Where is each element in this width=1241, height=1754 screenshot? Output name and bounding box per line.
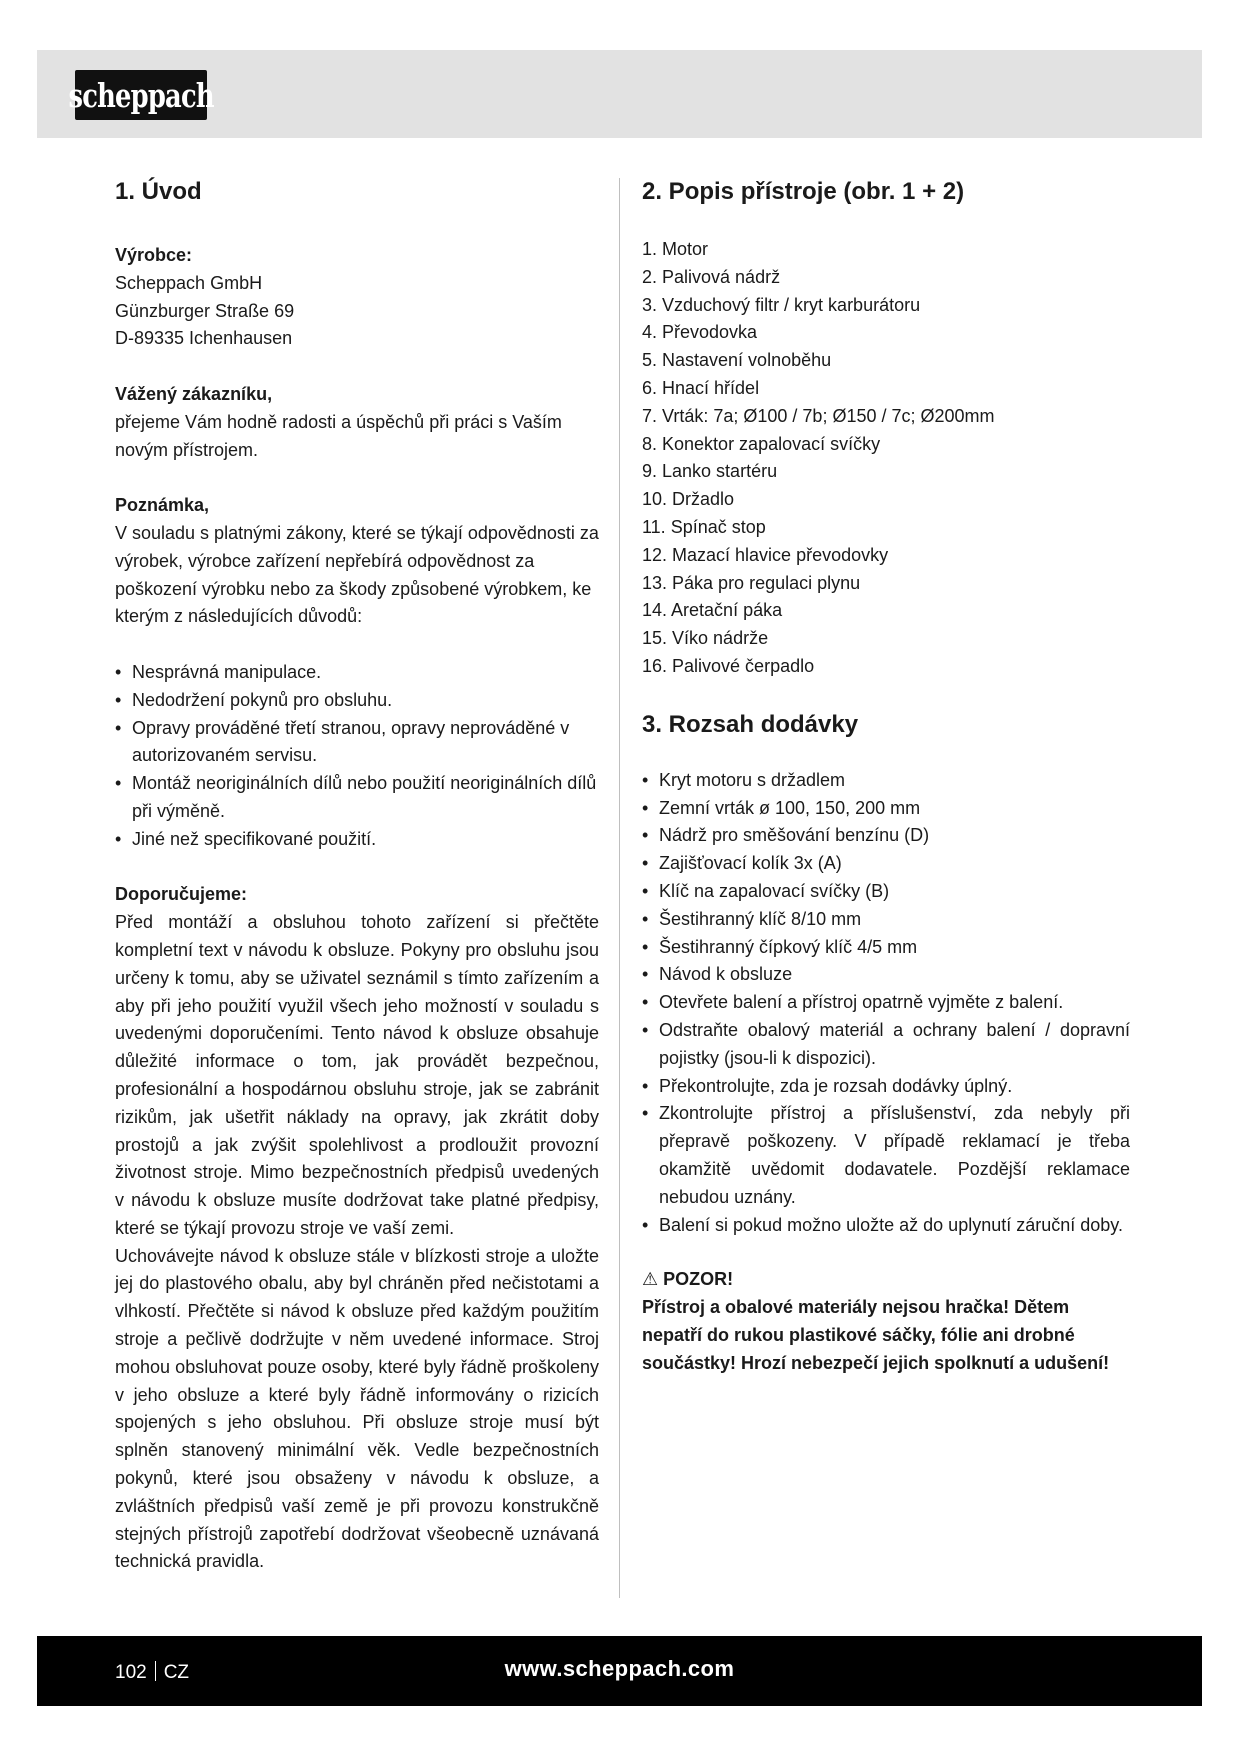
list-item: • Nesprávná manipulace. [115, 659, 599, 687]
note-block [115, 492, 599, 631]
section-heading-description: 2. Popis přístroje (obr. 1 + 2) [642, 178, 965, 205]
scheppach-logo [68, 70, 214, 120]
warning-icon: ⚠ [642, 1269, 659, 1290]
list-item: 9. Lanko startéru [642, 461, 778, 482]
list-item: • Otevřete balení a přístroj opatrně vyjměte z balení. [642, 989, 1130, 1017]
recommend-block [115, 881, 599, 1576]
left-column [115, 175, 599, 1576]
website-link[interactable]: www.scheppach.com [504, 1656, 735, 1681]
parts-list [642, 236, 1130, 681]
list-item: 3. Vzduchový filtr / kryt karburátoru [642, 294, 921, 315]
recommend-title: Doporučujeme: [115, 884, 248, 905]
page-header [37, 50, 1202, 138]
manufacturer-line: Günzburger Straße 69 [115, 300, 295, 321]
recommend-text: Před montáží a obsluhou tohoto zařízení si přečtěte kompletní text v návodu k obsluze. Pokyny pro obsluhu jsou určeny k tomu, aby se uživatel seznámil s tímto zařízením a aby při jeho použití využil všech jeho možností v souladu s uvedenými doporučeními. Tento návod k obsluze obsahuje důležité informace o tom, jak provádět bezpečnou, profesionální a hospodárnou obsluhu stroje, jak se zabránit rizikům, jak ušetřit náklady na opravy, jak zkrátit doby prostojů a jak zvýšit spolehlivost a prodloužit provozní životnost stroje. Mimo bezpečnostních předpisů uvedených v návodu k obsluze musíte dodržovat take platné předpisy, které se týkají provozu stroje ve vaší zemi. [115, 912, 599, 1238]
warning-title [642, 1266, 1130, 1294]
note-text: V souladu s platnými zákony, které se týkají odpovědnosti za výrobek, výrobce zařízení nepřebírá odpovědnost za poškození výrobku nebo za škody způsobené výrobkem, ke kterým z následujících důvodů: [115, 522, 599, 627]
note-title: Poznámka, [115, 495, 210, 516]
customer-block [115, 381, 599, 464]
right-column [642, 175, 1130, 1377]
list-item: 16. Palivové čerpadlo [642, 655, 815, 676]
list-item: • Balení si pokud možno uložte až do uplynutí záruční doby. [642, 1212, 1130, 1240]
page-footer [37, 1636, 1202, 1706]
list-item: • Nádrž pro směšování benzínu (D) [642, 822, 1130, 850]
list-item: • Zajišťovací kolík 3x (A) [642, 850, 1130, 878]
list-item: 5. Nastavení volnoběhu [642, 350, 832, 371]
list-item: • Překontrolujte, zda je rozsah dodávky úplný. [642, 1073, 1130, 1101]
list-item: • Montáž neoriginálních dílů nebo použití neoriginálních dílů při výměně. [115, 770, 599, 826]
list-item: • Návod k obsluze [642, 961, 1130, 989]
list-item: 2. Palivová nádrž [642, 266, 781, 287]
manufacturer-block [115, 242, 599, 353]
list-item: • Klíč na zapalovací svíčky (B) [642, 878, 1130, 906]
list-item: 12. Mazací hlavice převodovky [642, 544, 889, 565]
delivery-list [642, 767, 1130, 1240]
manufacturer-line: D-89335 Ichenhausen [115, 328, 293, 349]
list-item: • Šestihranný klíč 8/10 mm [642, 906, 1130, 934]
list-item: • Zkontrolujte přístroj a příslušenství, zda nebyly při přepravě poškozeny. V případě reklamací je třeba okamžitě uvědomit dodavatele. Pozdější reklamace nebudou uznány. [642, 1100, 1130, 1211]
list-item: 8. Konektor zapalovací svíčky [642, 433, 881, 454]
list-item: 4. Převodovka [642, 322, 758, 343]
list-item: 7. Vrták: 7a; Ø100 / 7b; Ø150 / 7c; Ø200mm [642, 405, 995, 426]
recommend-text: Uchovávejte návod k obsluze stále v blízkosti stroje a uložte jej do plastového obalu, aby byl chráněn před nečistotami a vlhkostí. Přečtěte si návod k obsluze před každým použitím stroje a pečlivě dodržujte v něm uvedené informace. Stroj mohou obsluhovat pouze osoby, které byly řádně proškoleny v jeho obsluze a které byly řádně informovány o rizicích spojených s jeho obsluhou. Při obsluze stroje musí být splněn stanovený minimální věk. Vedle bezpečnostních pokynů, které jsou obsaženy v návodu k obsluze, a zvláštních předpisů vaší země je při provozu konstrukčně stejných přístrojů zapotřebí dodržovat všeobecně uznávaná technická pravidla. [115, 1245, 599, 1572]
language-code: CZ [163, 1662, 190, 1683]
list-item: 11. Spínač stop [642, 516, 766, 537]
list-item: • Šestihranný čípkový klíč 4/5 mm [642, 934, 1130, 962]
list-item: 10. Držadlo [642, 489, 735, 510]
warning-text: Přístroj a obalové materiály nejsou hračka! Dětem nepatří do rukou plastikové sáčky, fólie ani drobné součástky! Hrozí nebezpečí jejich spolknutí a udušení! [642, 1297, 1110, 1373]
list-item: 6. Hnací hřídel [642, 377, 760, 398]
list-item: • Jiné než specifikované použití. [115, 826, 599, 854]
list-item: • Opravy prováděné třetí stranou, opravy neprováděné v autorizovaném servisu. [115, 715, 599, 771]
list-item: 15. Víko nádrže [642, 628, 769, 649]
section-heading-delivery: 3. Rozsah dodávky [642, 710, 859, 738]
list-item: 1. Motor [642, 239, 709, 259]
customer-text: přejeme Vám hodně radosti a úspěchů při práci s Vaším novým přístrojem. [115, 411, 562, 460]
page-number-value: 102 [115, 1662, 147, 1683]
section-heading-intro: 1. Úvod [115, 178, 202, 205]
list-item: 13. Páka pro regulaci plynu [642, 572, 861, 593]
manufacturer-line: Scheppach GmbH [115, 272, 263, 293]
logo-text: scheppach [68, 75, 214, 115]
list-item: • Kryt motoru s držadlem [642, 767, 1130, 795]
list-item: 14. Aretační páka [642, 600, 783, 621]
list-item: • Nedodržení pokynů pro obsluhu. [115, 687, 599, 715]
customer-title: Vážený zákazníku, [115, 383, 273, 404]
list-item: • Odstraňte obalový materiál a ochrany balení / dopravní pojistky (jsou-li k dispozici). [642, 1017, 1130, 1073]
list-item: • Zemní vrták ø 100, 150, 200 mm [642, 795, 1130, 823]
manufacturer-title: Výrobce: [115, 245, 193, 265]
column-divider [619, 178, 620, 1598]
warning-title-text: POZOR! [663, 1269, 734, 1290]
reasons-list [115, 659, 599, 854]
